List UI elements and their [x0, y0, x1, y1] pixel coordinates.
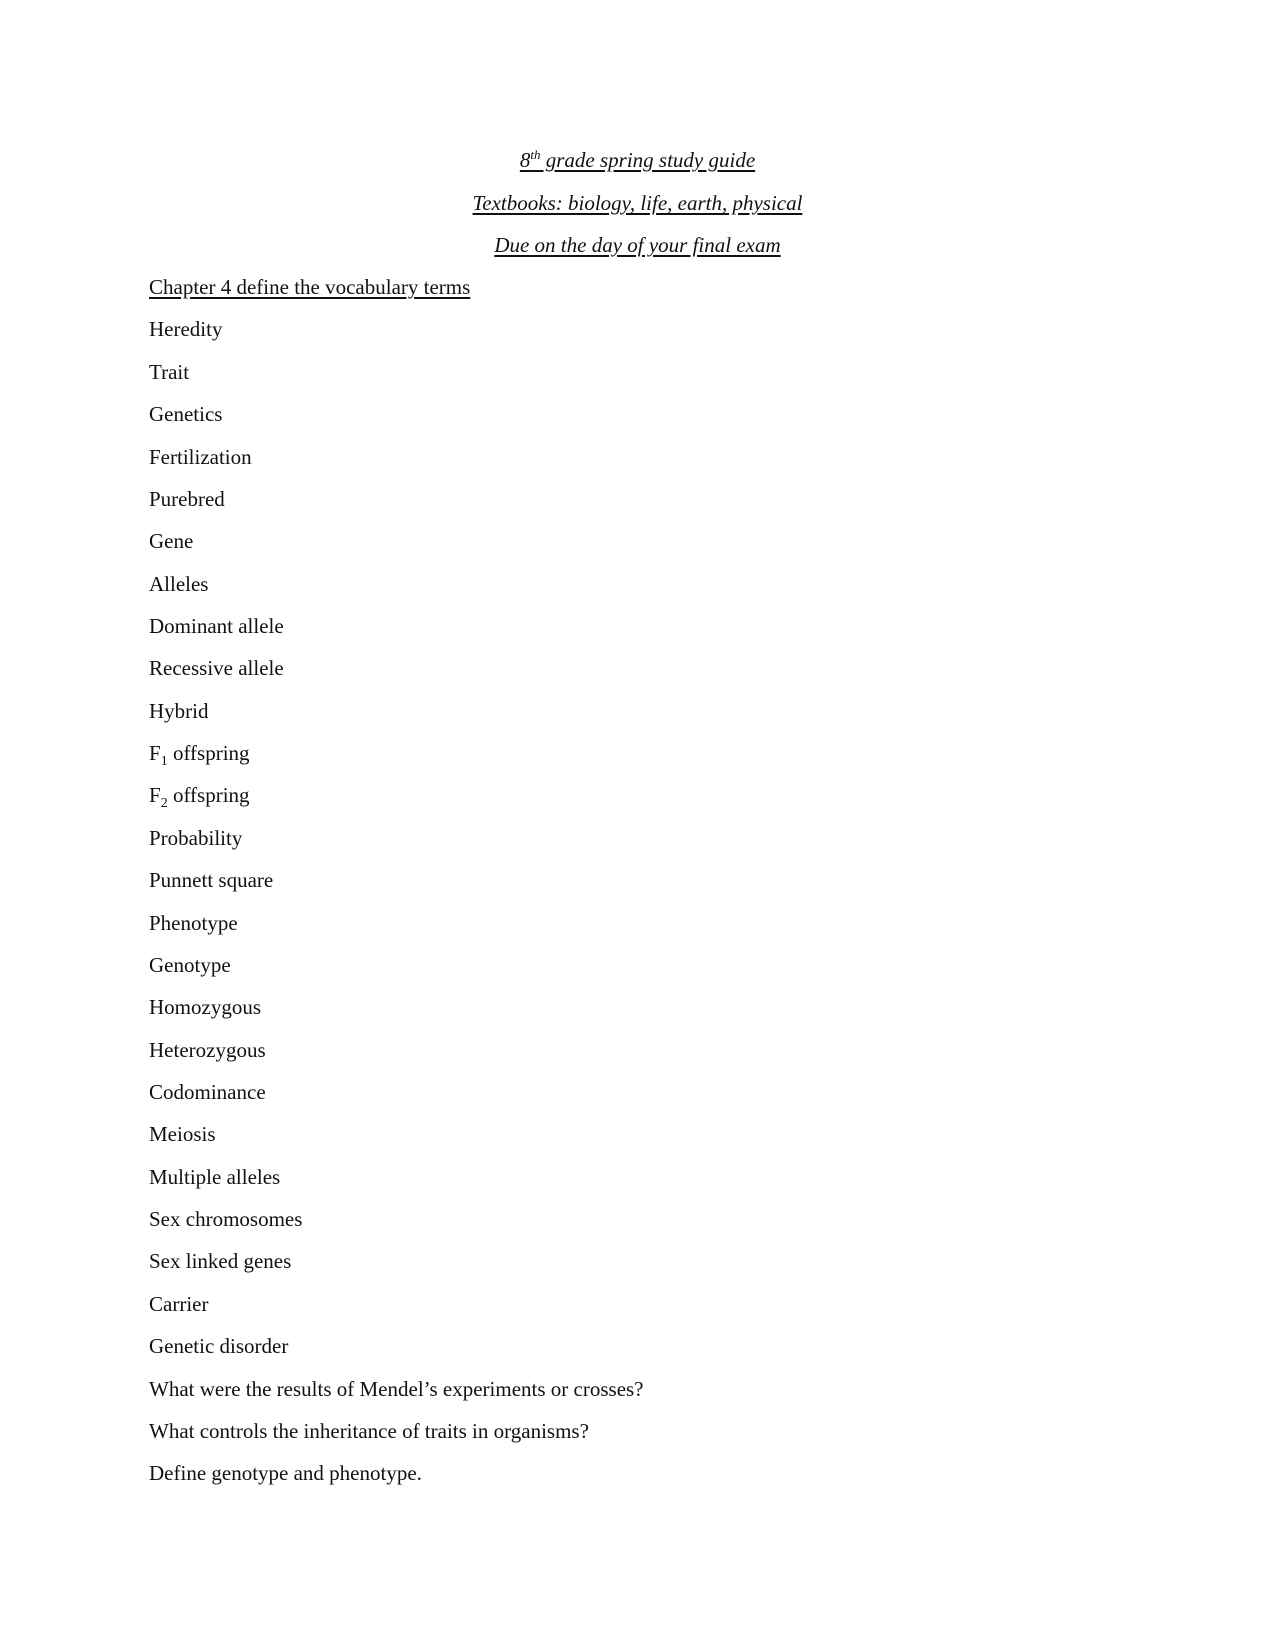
vocab-term: Meiosis	[149, 1122, 216, 1146]
chapter-heading: Chapter 4 define the vocabulary terms	[149, 275, 471, 299]
vocab-term: Carrier	[149, 1292, 209, 1316]
vocab-term: Punnett square	[149, 868, 274, 892]
vocab-term: Codominance	[149, 1080, 266, 1104]
vocab-term: Purebred	[149, 487, 225, 511]
vocab-term: Hybrid	[149, 699, 209, 723]
f1-text: offspring	[167, 741, 250, 765]
vocab-term: Dominant allele	[149, 614, 284, 638]
vocab-term: Fertilization	[149, 445, 252, 469]
vocab-term: Recessive allele	[149, 656, 284, 680]
vocab-term: Alleles	[149, 572, 209, 596]
title-superscript: th	[530, 147, 541, 162]
due-date-line: Due on the day of your final exam	[494, 233, 781, 257]
f2-letter: F	[149, 783, 161, 807]
vocab-term: Gene	[149, 529, 194, 553]
vocab-term: Phenotype	[149, 911, 238, 935]
vocab-term-f1-offspring	[149, 740, 250, 770]
document-title	[0, 147, 1275, 173]
vocab-term-f2-offspring	[149, 782, 250, 812]
vocab-term: Genetics	[149, 402, 223, 426]
title-text: grade spring study guide	[540, 148, 756, 172]
question: What controls the inheritance of traits in organisms?	[149, 1419, 589, 1443]
vocab-term: Multiple alleles	[149, 1165, 281, 1189]
question: Define genotype and phenotype.	[149, 1461, 422, 1485]
vocab-term: Heredity	[149, 317, 223, 341]
vocab-term: Trait	[149, 360, 190, 384]
vocab-term: Genotype	[149, 953, 231, 977]
textbooks-line: Textbooks: biology, life, earth, physical	[472, 191, 803, 215]
f2-text: offspring	[167, 783, 250, 807]
question: What were the results of Mendel’s experiments or crosses?	[149, 1377, 644, 1401]
vocab-term: Sex linked genes	[149, 1249, 292, 1273]
vocab-term: Probability	[149, 826, 243, 850]
vocab-term: Sex chromosomes	[149, 1207, 303, 1231]
f2-subscript: 2	[160, 796, 168, 812]
title-grade-number: 8	[519, 148, 531, 172]
f1-letter: F	[149, 741, 161, 765]
vocab-term: Genetic disorder	[149, 1334, 289, 1358]
f1-subscript: 1	[160, 754, 168, 770]
vocab-term: Heterozygous	[149, 1038, 266, 1062]
vocab-term: Homozygous	[149, 995, 261, 1019]
